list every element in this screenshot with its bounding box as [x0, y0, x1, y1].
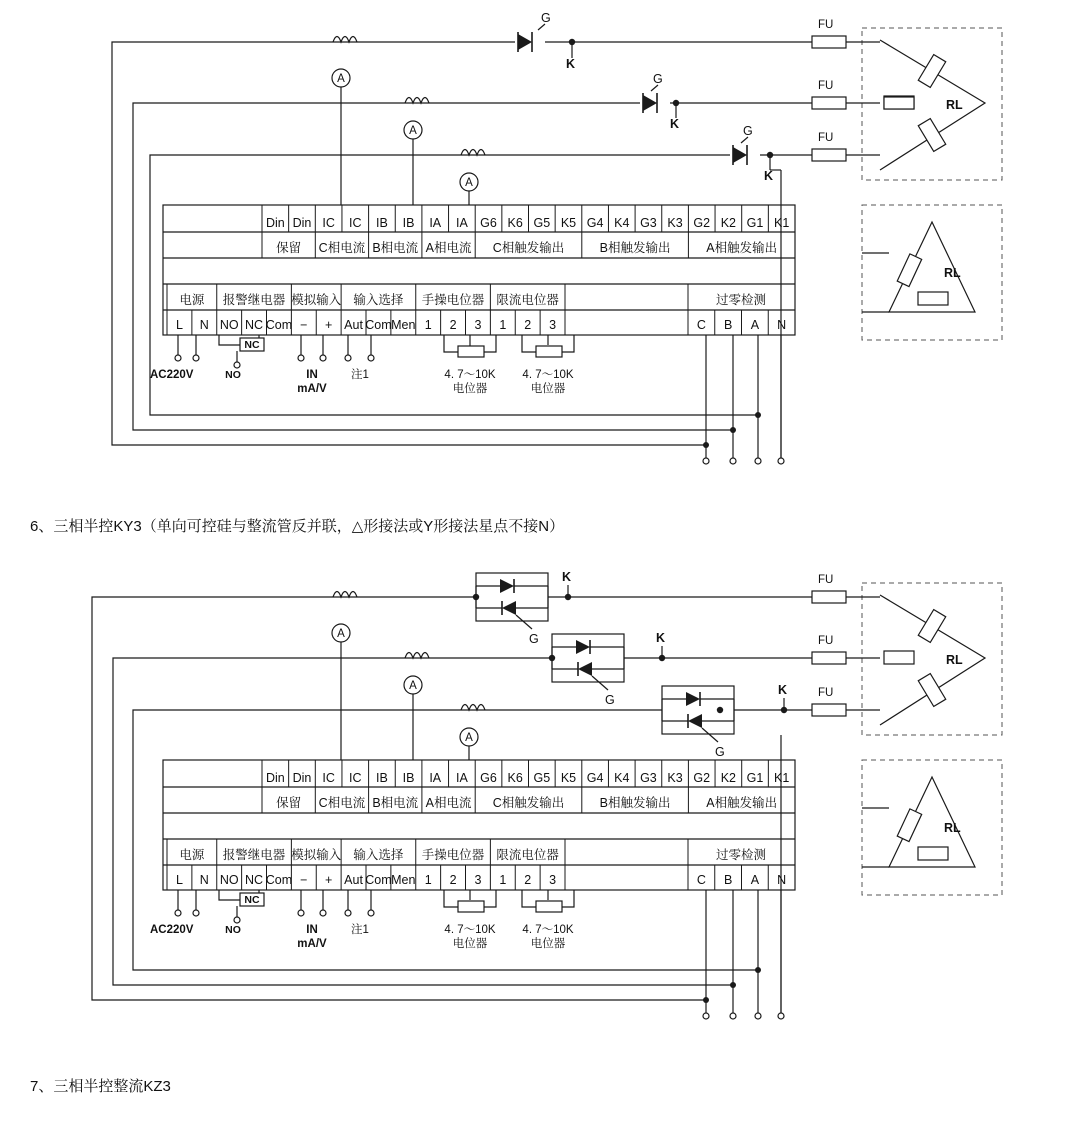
terminal-pin-label: G1: [746, 771, 764, 785]
terminal-bottom-pin-label: Aut: [344, 873, 363, 887]
terminal-pin-label: IB: [402, 771, 415, 785]
terminal-pin-label: K2: [720, 216, 737, 230]
pot2-name-2: 电位器: [530, 938, 566, 950]
terminal-group-label: A相电流: [425, 241, 472, 255]
fuse-label-c-2: FU: [818, 687, 834, 699]
terminal-pin-label: IB: [402, 216, 415, 230]
terminal-bottom-pin-row-2: [167, 865, 795, 890]
terminal-bottom-pin-label: 3: [549, 318, 557, 332]
terminal-bottom-group-label: 报警继电器: [222, 848, 286, 862]
relay-no-label-2: NO: [225, 924, 241, 936]
terminal-bottom-pin-label: +: [325, 318, 333, 332]
ct-label-b-2: A: [409, 680, 417, 692]
terminal-bottom-pin-label: B: [723, 318, 733, 332]
terminal-bottom-pin-label: 1: [499, 873, 507, 887]
thyristor-b: [643, 72, 679, 131]
terminal-pin-label: IA: [429, 216, 442, 230]
gate-label-a-2: G: [529, 632, 539, 646]
cathode-label-c-2: K: [778, 683, 788, 697]
terminal-bottom-group-label: 输入选择: [353, 848, 404, 862]
gate-label-b-2: G: [605, 693, 615, 707]
terminal-bottom-pin-label: Com: [265, 318, 293, 332]
terminal-pin-label: Din: [292, 216, 312, 230]
scr-diode-block-b: [549, 631, 665, 707]
pot1-name-2: 电位器: [452, 938, 488, 950]
pot1-value-2: 4. 7～10K: [444, 924, 496, 936]
terminal-pin-label: K4: [614, 771, 630, 785]
terminal-pin-label: IB: [376, 771, 388, 785]
terminal-bottom-pin-label: 3: [549, 873, 557, 887]
terminal-pin-label: G3: [640, 771, 657, 785]
terminal-group-label: C相触发输出: [492, 796, 565, 810]
terminal-group-label: C相触发输出: [492, 241, 565, 255]
relay-no-label: NO: [225, 369, 241, 381]
terminal-bottom-pin-label: Men: [391, 873, 416, 887]
terminal-bottom-pin-label: 3: [474, 873, 482, 887]
terminal-bottom-group-label: 报警继电器: [222, 293, 286, 307]
cathode-label-a-2: K: [562, 570, 572, 584]
terminal-bottom-pin-label: N: [199, 873, 209, 887]
terminal-bottom-pin-label: NO: [219, 873, 239, 887]
terminal-pin-label: Din: [292, 771, 312, 785]
current-transformer-a-2: [332, 592, 357, 761]
terminal-bottom-group-label: 过零检测: [715, 293, 767, 307]
terminal-pin-label: G1: [746, 216, 764, 230]
terminal-group-label: A相触发输出: [706, 241, 778, 255]
terminal-group-label: C相电流: [318, 796, 366, 810]
terminal-top-pin-row: [262, 205, 789, 232]
gate-label-b: G: [653, 72, 663, 86]
terminal-pin-label: K5: [560, 216, 577, 230]
note1-label-2: 注1: [351, 924, 369, 936]
terminal-pin-label: G2: [693, 216, 711, 230]
terminal-group-row-2: [262, 787, 795, 813]
cathode-label-a: K: [566, 57, 576, 71]
terminal-pin-label: K3: [667, 771, 683, 785]
terminal-pin-label: K2: [720, 771, 737, 785]
thyristor-a: [518, 11, 575, 71]
terminal-bottom-group-label: 手操电位器: [421, 848, 485, 862]
terminal-bottom-pin-label: 1: [424, 873, 432, 887]
terminal-pin-label: IA: [429, 771, 442, 785]
pot2-value-2: 4. 7～10K: [522, 924, 574, 936]
terminal-group-label: 保留: [276, 796, 302, 810]
current-transformer-c: [460, 150, 485, 206]
terminal-pin-label: IA: [455, 771, 468, 785]
load-label-rl-delta-2: RL: [944, 821, 961, 835]
terminal-pin-label: Din: [265, 771, 285, 785]
fuse-label-b: FU: [818, 80, 834, 92]
terminal-bottom-pin-row: [167, 310, 795, 335]
terminal-pin-label: K1: [774, 216, 790, 230]
gate-label-a: G: [541, 11, 551, 25]
terminal-group-label: A相电流: [425, 796, 472, 810]
ct-label-a-2: A: [337, 628, 345, 640]
terminal-group-label: 保留: [276, 241, 302, 255]
terminal-bottom-pin-label: 1: [424, 318, 432, 332]
terminal-pin-label: IC: [349, 216, 362, 230]
fuse-group-2: [812, 574, 846, 716]
terminal-bottom-group-label: 手操电位器: [421, 293, 485, 307]
terminal-bottom-pin-label: C: [696, 873, 706, 887]
terminal-group-label: C相电流: [318, 241, 366, 255]
terminal-top-pin-row-2: [262, 760, 789, 787]
terminal-pin-label: G5: [533, 216, 551, 230]
terminal-pin-label: G2: [693, 771, 711, 785]
ct-label-c-2: A: [465, 732, 473, 744]
terminal-bottom-group-label: 输入选择: [353, 293, 404, 307]
terminal-bottom-pin-label: NC: [245, 318, 264, 332]
terminal-bottom-pin-label: A: [750, 318, 760, 332]
cathode-label-b-2: K: [656, 631, 666, 645]
terminal-bottom-group-label: 电源: [179, 848, 205, 862]
ct-label-b: A: [409, 125, 417, 137]
analog-unit-label: mA/V: [297, 383, 327, 395]
terminal-bottom-pin-label: 2: [449, 318, 457, 332]
diagram-ky3-svg: [0, 0, 1080, 490]
terminal-bottom-pin-label: N: [777, 873, 787, 887]
wiring-diagram-kz3: [0, 555, 1080, 1045]
terminal-bottom-pin-label: Com: [365, 873, 392, 887]
ct-label-c: A: [465, 177, 473, 189]
note1-label: 注1: [351, 369, 369, 381]
power-label: AC220V: [150, 369, 194, 381]
terminal-pin-label: K3: [667, 216, 683, 230]
pot1-name: 电位器: [452, 383, 488, 395]
terminal-bottom-group-label: 电源: [179, 293, 205, 307]
terminal-pin-label: IC: [322, 771, 335, 785]
caption-ky3: 6、三相半控KY3（单向可控硅与整流管反并联，△形接法或Y形接法星点不接N）: [30, 518, 565, 535]
terminal-pin-label: IB: [376, 216, 388, 230]
relay-nc-label: NC: [244, 339, 260, 351]
terminal-bottom-pin-label: Com: [365, 318, 392, 332]
terminal-bottom-pin-label: B: [723, 873, 733, 887]
fuse-label-b-2: FU: [818, 635, 834, 647]
terminal-pin-label: G4: [586, 216, 604, 230]
terminal-pin-label: G3: [640, 216, 657, 230]
terminal-pin-label: IC: [349, 771, 362, 785]
thyristor-c: [733, 124, 773, 183]
terminal-bottom-pin-label: 3: [474, 318, 482, 332]
terminal-bottom-pin-label: −: [300, 873, 308, 887]
fuse-label-a: FU: [818, 19, 834, 31]
terminal-bottom-pin-label: +: [325, 873, 333, 887]
diagram-kz3-svg: [0, 555, 1080, 1045]
load-label-rl-delta: RL: [944, 266, 961, 280]
terminal-group-label: B相电流: [372, 241, 419, 255]
terminal-pin-label: G6: [480, 771, 497, 785]
terminal-bottom-group-label: 模拟输入: [291, 293, 342, 307]
terminal-bottom-group-label: 过零检测: [715, 848, 767, 862]
terminal-group-label: B相触发输出: [599, 796, 671, 810]
current-transformer-b: [404, 98, 429, 206]
terminal-pin-label: G6: [480, 216, 497, 230]
wiring-diagram-ky3: [0, 0, 1080, 490]
load-delta-box-2: [862, 760, 1002, 895]
pot2-value: 4. 7～10K: [522, 369, 574, 381]
terminal-pin-label: K4: [614, 216, 630, 230]
gate-label-c: G: [743, 124, 753, 138]
cathode-label-b: K: [670, 117, 680, 131]
terminal-bottom-pin-label: 2: [449, 873, 457, 887]
terminal-bottom-pin-label: L: [175, 318, 183, 332]
power-label-2: AC220V: [150, 924, 194, 936]
load-star-box-2: [862, 583, 1002, 735]
terminal-bottom-group-label: 模拟输入: [291, 848, 342, 862]
terminal-bottom-pin-label: 2: [524, 873, 532, 887]
cathode-label-c: K: [764, 169, 774, 183]
terminal-group-label: A相触发输出: [706, 796, 778, 810]
terminal-pin-label: K1: [774, 771, 790, 785]
terminal-bottom-pin-label: −: [300, 318, 308, 332]
terminal-pin-label: G5: [533, 771, 551, 785]
relay-nc-label-2: NC: [244, 894, 260, 906]
terminal-bottom-group-row-2: [167, 839, 795, 865]
terminal-pin-label: IC: [322, 216, 335, 230]
terminal-bottom-group-label: 限流电位器: [496, 293, 559, 307]
caption-kz3: 7、三相半控整流KZ3: [30, 1078, 171, 1095]
terminal-bottom-group-row: [167, 284, 795, 310]
terminal-bottom-pin-label: N: [199, 318, 209, 332]
fuse-label-a-2: FU: [818, 574, 834, 586]
terminal-bottom-pin-label: C: [696, 318, 706, 332]
pot1-value: 4. 7～10K: [444, 369, 496, 381]
terminal-bottom-group-label: 限流电位器: [496, 848, 559, 862]
load-label-rl-star: RL: [946, 98, 963, 112]
terminal-bottom-pin-label: 2: [524, 318, 532, 332]
scr-diode-block-c: [662, 683, 787, 759]
ct-label-a: A: [337, 73, 345, 85]
terminal-pin-label: K6: [507, 216, 523, 230]
load-delta-box: [862, 205, 1002, 340]
terminal-pin-label: G4: [586, 771, 604, 785]
terminal-bottom-pin-label: A: [750, 873, 760, 887]
load-star-box: [862, 28, 1002, 180]
bottom-annotations-2: [150, 890, 781, 1013]
analog-in-label-2: IN: [306, 924, 318, 936]
analog-in-label: IN: [306, 369, 318, 381]
terminal-bottom-pin-label: Aut: [344, 318, 363, 332]
terminal-bottom-pin-label: Com: [265, 873, 293, 887]
current-transformer-a: [332, 37, 357, 206]
fuse-label-c: FU: [818, 132, 834, 144]
terminal-bottom-pin-label: L: [175, 873, 183, 887]
terminal-group-row: [262, 232, 795, 258]
current-transformer-c-2: [460, 705, 485, 761]
terminal-pin-label: K5: [560, 771, 577, 785]
fuse-group: [812, 19, 914, 161]
analog-unit-label-2: mA/V: [297, 938, 327, 950]
terminal-bottom-pin-label: N: [777, 318, 787, 332]
load-label-rl-star-2: RL: [946, 653, 963, 667]
terminal-group-label: B相触发输出: [599, 241, 671, 255]
terminal-bottom-pin-label: Men: [391, 318, 416, 332]
terminal-bottom-pin-label: NC: [245, 873, 264, 887]
current-transformer-b-2: [404, 653, 429, 761]
terminal-bottom-pin-label: 1: [499, 318, 507, 332]
pot2-name: 电位器: [530, 383, 566, 395]
terminal-bottom-pin-label: NO: [219, 318, 239, 332]
terminal-group-label: B相电流: [372, 796, 419, 810]
bottom-annotations: [150, 335, 781, 458]
terminal-pin-label: IA: [455, 216, 468, 230]
terminal-pin-label: K6: [507, 771, 523, 785]
gate-label-c-2: G: [715, 745, 725, 759]
terminal-pin-label: Din: [265, 216, 285, 230]
